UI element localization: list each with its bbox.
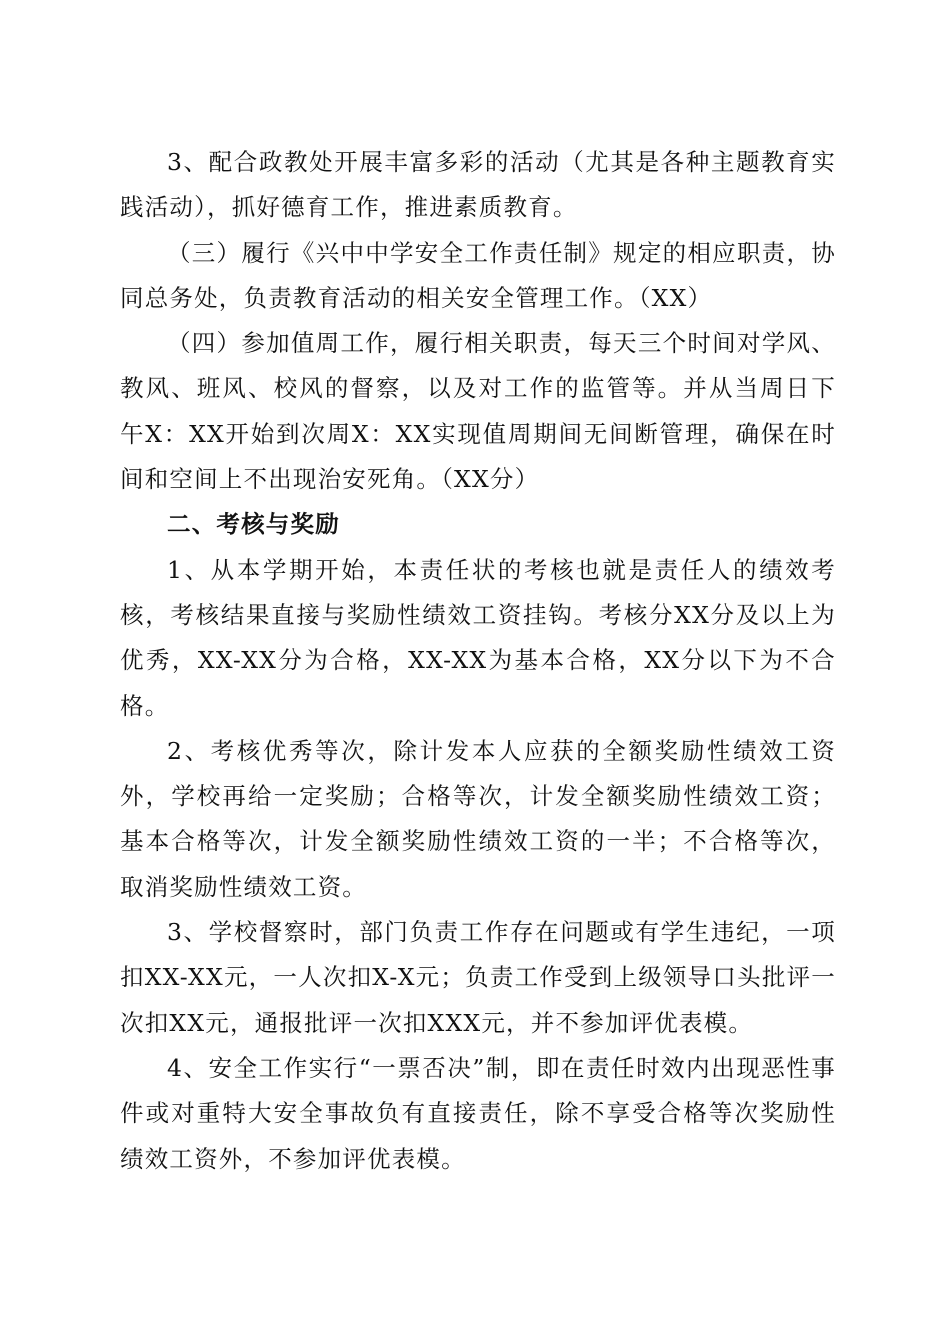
item-reward-levels: 2、考核优秀等次，除计发本人应获的全额奖励性绩效工资外，学校再给一定奖励；合格等次，计发全额奖励性绩效工资；基本合格等次，计发全额奖励性绩效工资的一半；不合格等次，取消奖励性绩效工资。 [120, 736, 836, 901]
item-safety-veto: 4、安全工作实行“一票否决”制，即在责任时效内出现恶性事件或对重特大安全事故负有直接责任，除不享受合格等次奖励性绩效工资外，不参加评优表模。 [120, 1053, 836, 1173]
document-page [120, 140, 836, 1182]
paragraph-weekly-duty: （四）参加值周工作，履行相关职责，每天三个时间对学风、教风、班风、校风的督察，以及对工作的监管等。并从当周日下午X：XX开始到次周X：XX实现值周期间无间断管理，确保在时间和空间上不出现治安死角。（XX分） [120, 329, 836, 494]
item-deductions: 3、学校督察时，部门负责工作存在问题或有学生违纪，一项扣XX-XX元，一人次扣X-X元；负责工作受到上级领导口头批评一次扣XX元，通报批评一次扣XXX元，并不参加评优表模。 [120, 918, 836, 1037]
item-assessment-scoring: 1、从本学期开始，本责任状的考核也就是责任人的绩效考核，考核结果直接与奖励性绩效工资挂钩。考核分XX分及以上为优秀，XX-XX分为合格，XX-XX为基本合格，XX分以下为不合格。 [120, 555, 836, 720]
paragraph-safety-duty: （三）履行《兴中中学安全工作责任制》规定的相应职责，协同总务处，负责教育活动的相关安全管理工作。（XX） [120, 238, 836, 312]
section-heading-assessment: 二、考核与奖励 [167, 510, 340, 539]
paragraph-moral-education: 3、配合政教处开展丰富多彩的活动（尤其是各种主题教育实践活动），抓好德育工作，推进素质教育。 [120, 148, 836, 222]
